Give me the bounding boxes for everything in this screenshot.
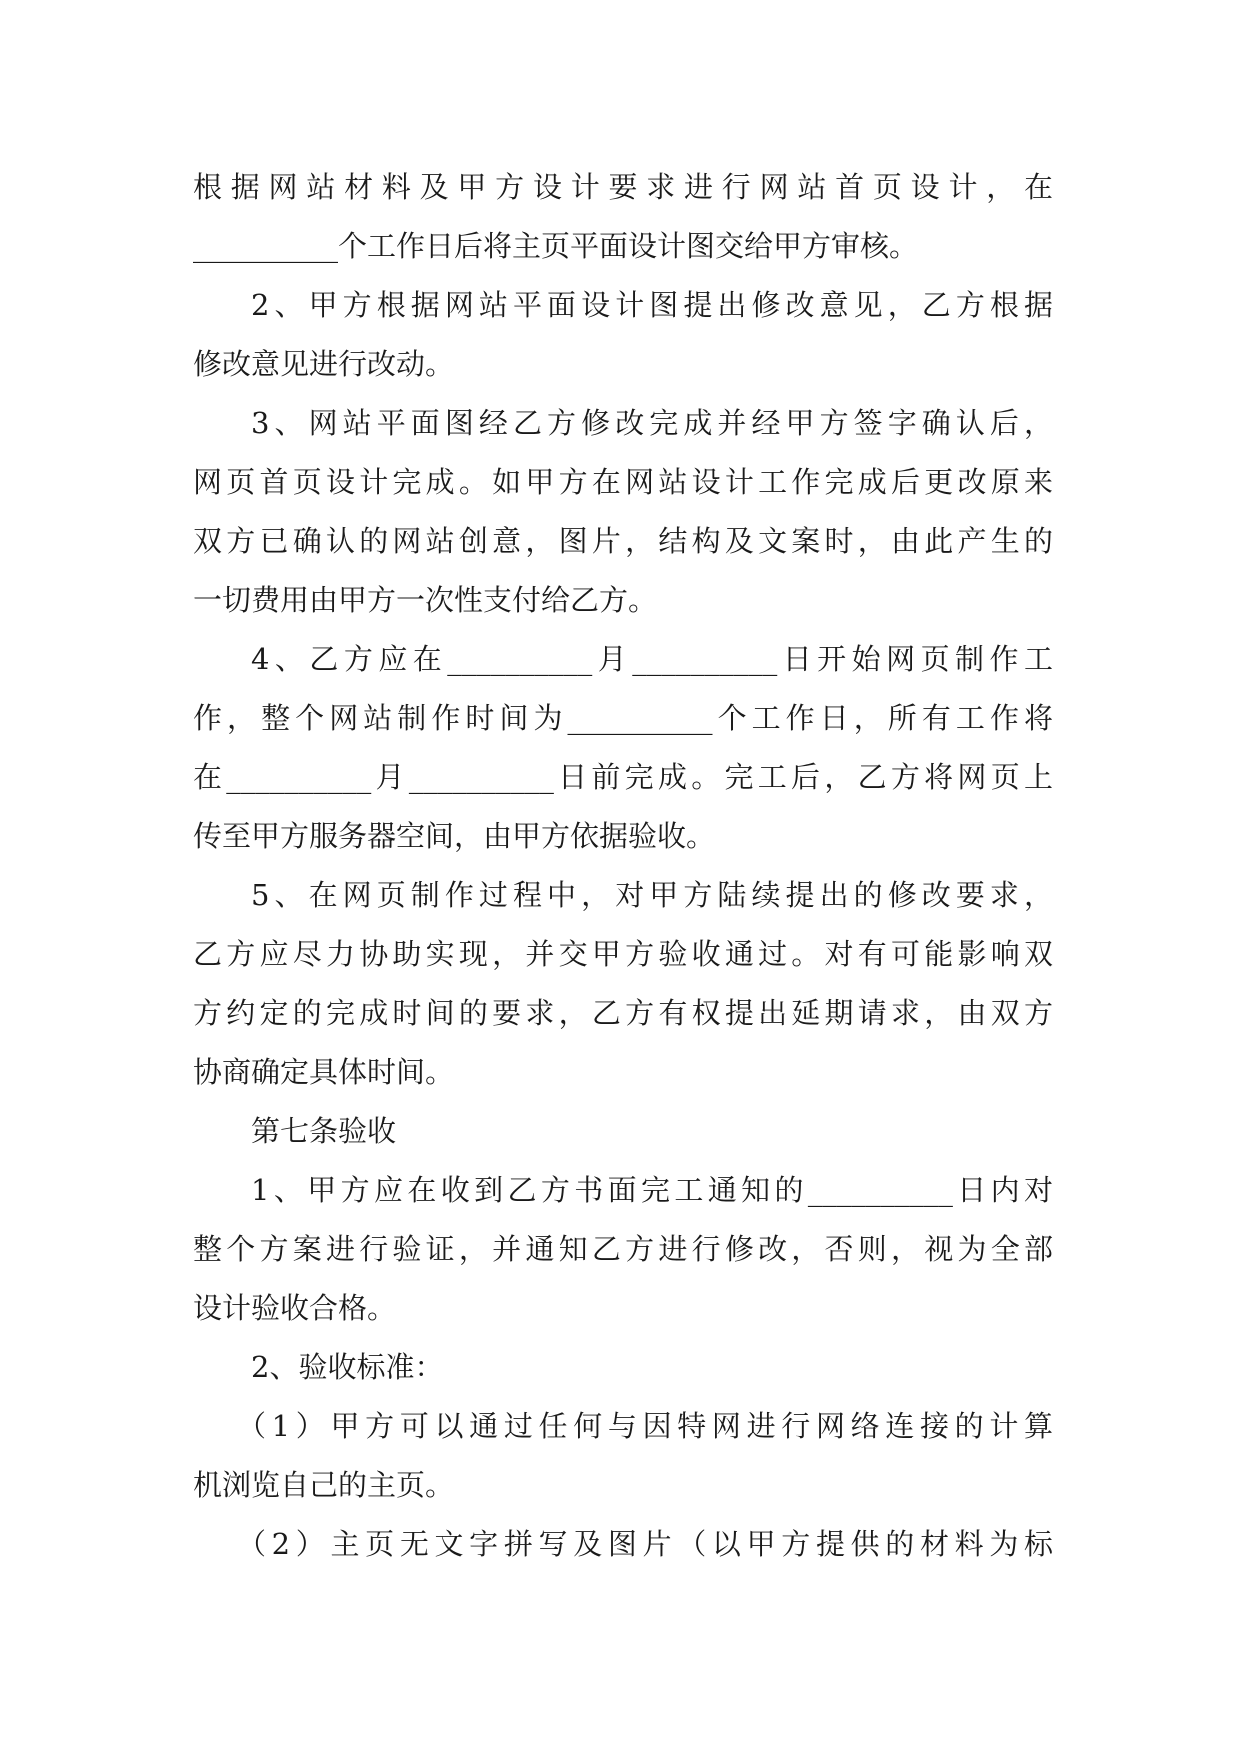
document-line: 传至甲方服务器空间，由甲方依据验收。	[193, 819, 716, 853]
document-line: （2）主页无文字拼写及图片（以甲方提供的材料为标	[237, 1527, 1053, 1561]
document-line: __________个工作日后将主页平面设计图交给甲方审核。	[193, 229, 919, 263]
document-line: 根据网站材料及甲方设计要求进行网站首页设计，在	[193, 170, 1053, 204]
document-line: 在__________月__________日前完成。完工后，乙方将网页上	[193, 760, 1053, 794]
document-line: 3、网站平面图经乙方修改完成并经甲方签字确认后，	[251, 406, 1053, 440]
document-line: 4、乙方应在__________月__________日开始网页制作工	[251, 642, 1053, 676]
document-body	[193, 158, 1053, 1574]
document-line: （1）甲方可以通过任何与因特网进行网络连接的计算	[237, 1409, 1053, 1443]
document-line: 修改意见进行改动。	[193, 347, 455, 381]
document-line: 网页首页设计完成。如甲方在网站设计工作完成后更改原来	[193, 465, 1053, 499]
document-line: 作，整个网站制作时间为__________个工作日，所有工作将	[193, 701, 1053, 735]
document-line: 方约定的完成时间的要求，乙方有权提出延期请求，由双方	[193, 996, 1053, 1030]
document-line: 整个方案进行验证，并通知乙方进行修改，否则，视为全部	[193, 1232, 1053, 1266]
document-line: 一切费用由甲方一次性支付给乙方。	[193, 583, 658, 617]
document-line: 机浏览自己的主页。	[193, 1468, 455, 1502]
document-line: 协商确定具体时间。	[193, 1055, 455, 1089]
document-line: 1、甲方应在收到乙方书面完工通知的__________日内对	[251, 1173, 1053, 1207]
document-line: 乙方应尽力协助实现，并交甲方验收通过。对有可能影响双	[193, 937, 1053, 971]
document-line: 5、在网页制作过程中，对甲方陆续提出的修改要求，	[251, 878, 1053, 912]
document-line: 2、验收标准：	[251, 1350, 444, 1384]
document-line: 设计验收合格。	[193, 1291, 397, 1325]
document-line: 2、甲方根据网站平面设计图提出修改意见，乙方根据	[251, 288, 1053, 322]
document-line: 第七条验收	[251, 1114, 397, 1148]
document-line: 双方已确认的网站创意，图片，结构及文案时，由此产生的	[193, 524, 1053, 558]
